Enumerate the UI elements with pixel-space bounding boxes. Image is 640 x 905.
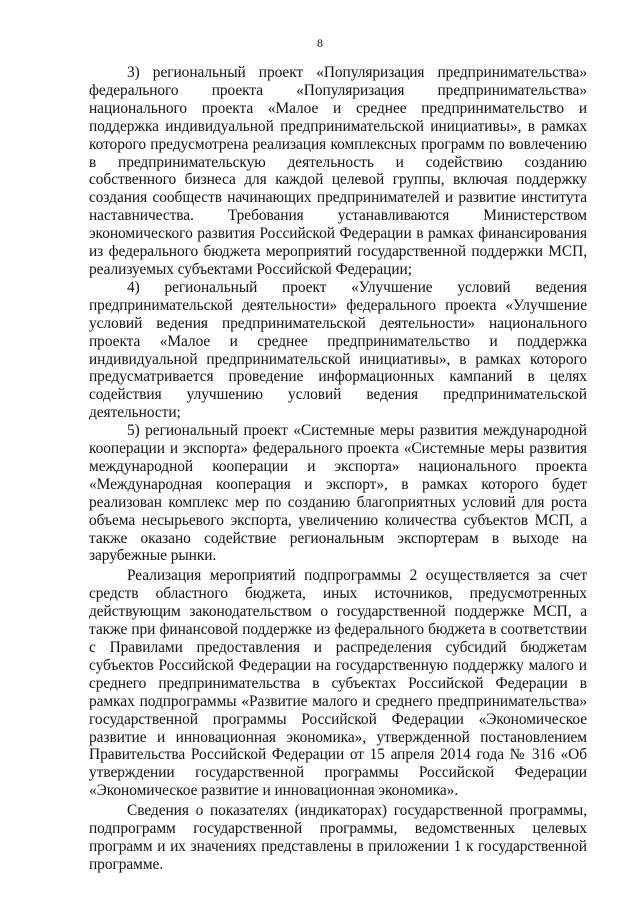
- paragraph-item-3: 3) региональный проект «Популяризация предпринимательства» федерального проекта «Популяризация предпринимательства» национального проекта «Малое и среднее предпринимательство и поддержка индивидуальной предпринимательской инициативы», в рамках которого предусмотрена реализация комплексных программ по вовлечению в предпринимательскую деятельность и содействию созданию собственного бизнеса для каждой целевой группы, включая поддержку создания сообществ начинающих предпринимателей и развитие института наставничества. Требования устанавливаются Министерством экономического развития Российской Федерации в рамках финансирования из федерального бюджета мероприятий государственной поддержки МСП, реализуемых субъектами Российской Федерации;: [89, 64, 587, 278]
- paragraph-indicators: Сведения о показателях (индикаторах) государственной программы, подпрограмм государственной программы, ведомственных целевых программ и их значениях представлены в приложении 1 к государственной программе.: [89, 802, 587, 873]
- document-body: [89, 64, 587, 874]
- paragraph-item-5: 5) региональный проект «Системные меры развития международной кооперации и экспорта» федерального проекта «Системные меры развития международной кооперации и экспорта» национального проекта «Международная кооперация и экспорт», в рамках которого будет реализован комплекс мер по созданию благоприятных условий для роста объема несырьевого экспорта, увеличению количества субъектов МСП, а также оказано содействие региональным экспортерам в выходе на зарубежные рынки.: [89, 422, 587, 565]
- page-number: 8: [317, 36, 323, 50]
- paragraph-funding: Реализация мероприятий подпрограммы 2 осуществляется за счет средств областного бюджета, иных источников, предусмотренных действующим законодательством о государственной поддержке МСП, а также при финансовой поддержке из федерального бюджета в соответствии с Правилами предоставления и распределения субсидий бюджетам субъектов Российской Федерации на государственную поддержку малого и среднего предпринимательства в субъектах Российской Федерации в рамках подпрограммы «Развитие малого и среднего предпринимательства» государственной программы Российской Федерации «Экономическое развитие и инновационная экономика», утвержденной постановлением Правительства Российской Федерации от 15 апреля 2014 года № 316 «Об утверждении государственной программы Российской Федерации «Экономическое развитие и инновационная экономика».: [89, 567, 587, 800]
- paragraph-item-4: 4) региональный проект «Улучшение условий ведения предпринимательской деятельности» федерального проекта «Улучшение условий ведения предпринимательской деятельности» национального проекта «Малое и среднее предпринимательство и поддержка индивидуальной предпринимательской инициативы», в рамках которого предусматривается проведение информационных кампаний в целях содействия улучшению условий ведения предпринимательской деятельности;: [89, 278, 587, 422]
